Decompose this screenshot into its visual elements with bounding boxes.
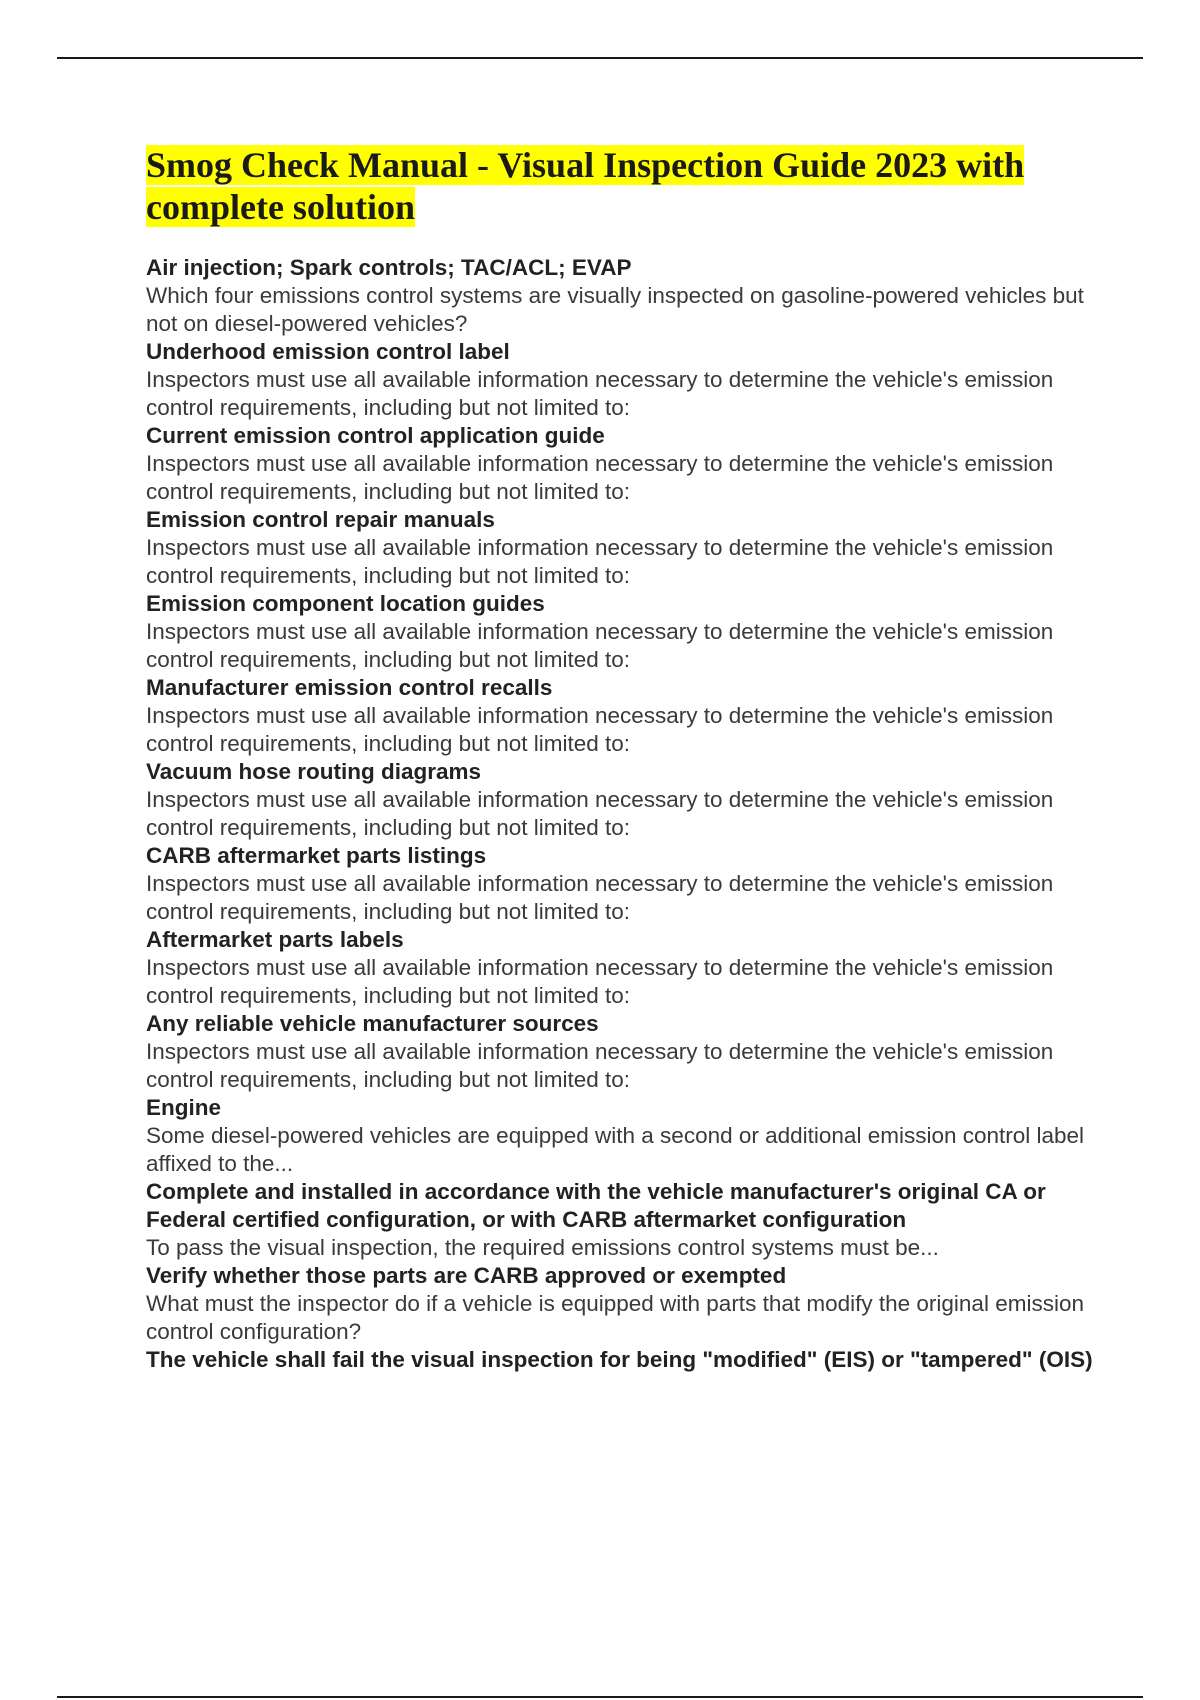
entry-definition: Inspectors must use all available information necessary to determine the vehicle's emission control requirements, including but not limited to: bbox=[146, 955, 1054, 1008]
header-rule bbox=[57, 57, 1143, 59]
entry-term: Emission component location guides bbox=[146, 591, 545, 616]
entry-term: Vacuum hose routing diagrams bbox=[146, 759, 482, 784]
flashcard-entry bbox=[146, 1346, 1106, 1374]
entry-definition: What must the inspector do if a vehicle is equipped with parts that modify the original emission control configuration? bbox=[146, 1291, 1084, 1344]
document-body bbox=[146, 144, 1106, 1374]
entry-term: Current emission control application guide bbox=[146, 423, 605, 448]
flashcard-entry bbox=[146, 926, 1106, 1010]
entry-definition: Inspectors must use all available information necessary to determine the vehicle's emission control requirements, including but not limited to: bbox=[146, 871, 1054, 924]
flashcard-entry bbox=[146, 1010, 1106, 1094]
entry-definition: Inspectors must use all available information necessary to determine the vehicle's emission control requirements, including but not limited to: bbox=[146, 619, 1054, 672]
page-title bbox=[146, 144, 1106, 228]
flashcard-entry bbox=[146, 422, 1106, 506]
entry-term: Air injection; Spark controls; TAC/ACL; EVAP bbox=[146, 255, 632, 280]
entry-term: CARB aftermarket parts listings bbox=[146, 843, 487, 868]
footer-rule bbox=[57, 1696, 1143, 1698]
flashcard-entry bbox=[146, 1262, 1106, 1346]
flashcard-entry bbox=[146, 1178, 1106, 1262]
entry-definition: Which four emissions control systems are visually inspected on gasoline-powered vehicles but not on diesel-powered vehicles? bbox=[146, 283, 1084, 336]
flashcard-entry bbox=[146, 338, 1106, 422]
entry-definition: Some diesel-powered vehicles are equipped with a second or additional emission control label affixed to the... bbox=[146, 1123, 1085, 1176]
flashcard-entry bbox=[146, 1094, 1106, 1178]
entry-definition: Inspectors must use all available information necessary to determine the vehicle's emission control requirements, including but not limited to: bbox=[146, 703, 1054, 756]
entry-definition: Inspectors must use all available information necessary to determine the vehicle's emission control requirements, including but not limited to: bbox=[146, 535, 1054, 588]
page-title-highlight: Smog Check Manual - Visual Inspection Guide 2023 with complete solution bbox=[146, 145, 1025, 227]
entry-term: Engine bbox=[146, 1095, 222, 1120]
flashcard-entry bbox=[146, 674, 1106, 758]
flashcard-entry bbox=[146, 590, 1106, 674]
entry-term: Emission control repair manuals bbox=[146, 507, 495, 532]
flashcard-entry bbox=[146, 842, 1106, 926]
flashcard-entry bbox=[146, 254, 1106, 338]
entry-term: Underhood emission control label bbox=[146, 339, 510, 364]
entry-term: Manufacturer emission control recalls bbox=[146, 675, 553, 700]
entry-term: Any reliable vehicle manufacturer sources bbox=[146, 1011, 599, 1036]
entry-term: The vehicle shall fail the visual inspection for being "modified" (EIS) or "tampered" (OIS) bbox=[146, 1347, 1093, 1372]
entry-term: Complete and installed in accordance with the vehicle manufacturer's original CA or Federal certified configuration, or with CARB aftermarket configuration bbox=[146, 1179, 1046, 1232]
entry-definition: To pass the visual inspection, the required emissions control systems must be... bbox=[146, 1235, 939, 1260]
entry-definition: Inspectors must use all available information necessary to determine the vehicle's emission control requirements, including but not limited to: bbox=[146, 787, 1054, 840]
entry-definition: Inspectors must use all available information necessary to determine the vehicle's emission control requirements, including but not limited to: bbox=[146, 1039, 1054, 1092]
flashcard-entry bbox=[146, 506, 1106, 590]
entry-term: Verify whether those parts are CARB approved or exempted bbox=[146, 1263, 787, 1288]
entry-definition: Inspectors must use all available information necessary to determine the vehicle's emission control requirements, including but not limited to: bbox=[146, 367, 1054, 420]
entry-term: Aftermarket parts labels bbox=[146, 927, 404, 952]
entry-definition: Inspectors must use all available information necessary to determine the vehicle's emission control requirements, including but not limited to: bbox=[146, 451, 1054, 504]
flashcard-entry bbox=[146, 758, 1106, 842]
